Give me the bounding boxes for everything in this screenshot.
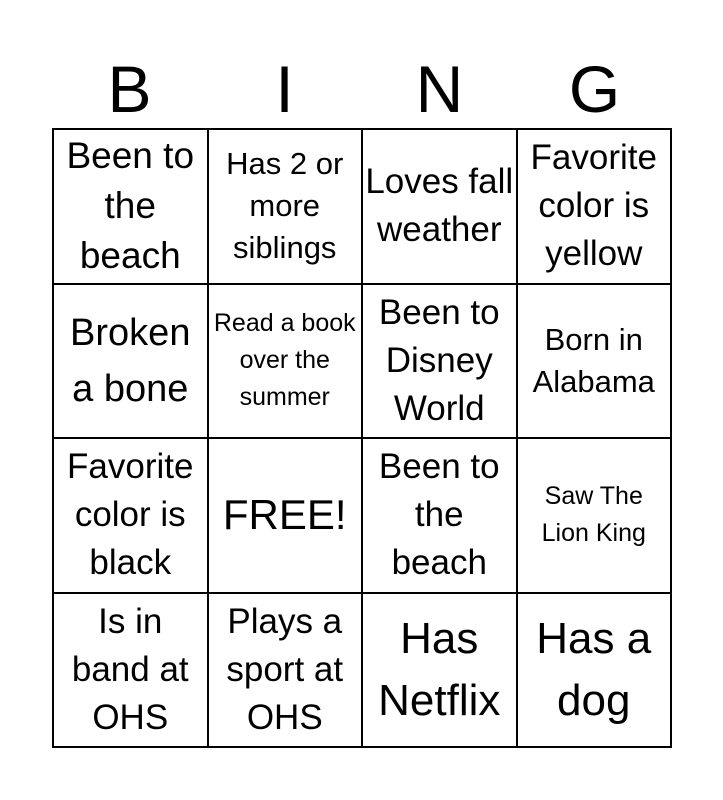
cell-text: Read a book over the summer: [213, 309, 356, 412]
cell-text: Loves fall weather: [365, 162, 514, 250]
bingo-cell: [517, 438, 672, 593]
bingo-cell: [53, 284, 208, 439]
header-letter-n: N: [415, 52, 464, 126]
cell-text: FREE!: [222, 491, 347, 539]
cell-text: Has Netflix: [378, 613, 501, 725]
bingo-cell: [362, 129, 517, 284]
cell-text: Has 2 or more siblings: [226, 146, 344, 266]
bingo-cell: [53, 129, 208, 284]
bingo-cell: [53, 438, 208, 593]
cell-text: Been to the beach: [66, 135, 195, 277]
header-letter-i: I: [275, 52, 294, 126]
bingo-header: [52, 50, 672, 128]
bingo-cell: [362, 284, 517, 439]
bingo-cell: [517, 284, 672, 439]
bingo-cell: [517, 593, 672, 748]
header-letter-b: B: [107, 52, 152, 126]
bingo-cell-free: [208, 438, 363, 593]
cell-text: Is in band at OHS: [71, 601, 189, 737]
cell-text: Favorite color is black: [67, 447, 194, 583]
bingo-cell: [362, 438, 517, 593]
cell-text: Saw The Lion King: [541, 482, 646, 548]
cell-text: Been to the beach: [378, 447, 500, 583]
header-letter-g: G: [568, 52, 621, 126]
bingo-grid: [52, 128, 672, 748]
bingo-cell: [208, 129, 363, 284]
cell-text: Plays a sport at OHS: [226, 601, 344, 737]
bingo-cell: [362, 593, 517, 748]
cell-text: Been to Disney World: [378, 292, 500, 428]
cell-text: Favorite color is yellow: [530, 138, 657, 274]
bingo-cell: [208, 593, 363, 748]
bingo-cell: [517, 129, 672, 284]
cell-text: Has a dog: [536, 613, 652, 725]
cell-text: Born in Alabama: [532, 321, 655, 399]
bingo-cell: [53, 593, 208, 748]
bingo-cell: [208, 284, 363, 439]
cell-text: Broken a bone: [70, 311, 191, 410]
